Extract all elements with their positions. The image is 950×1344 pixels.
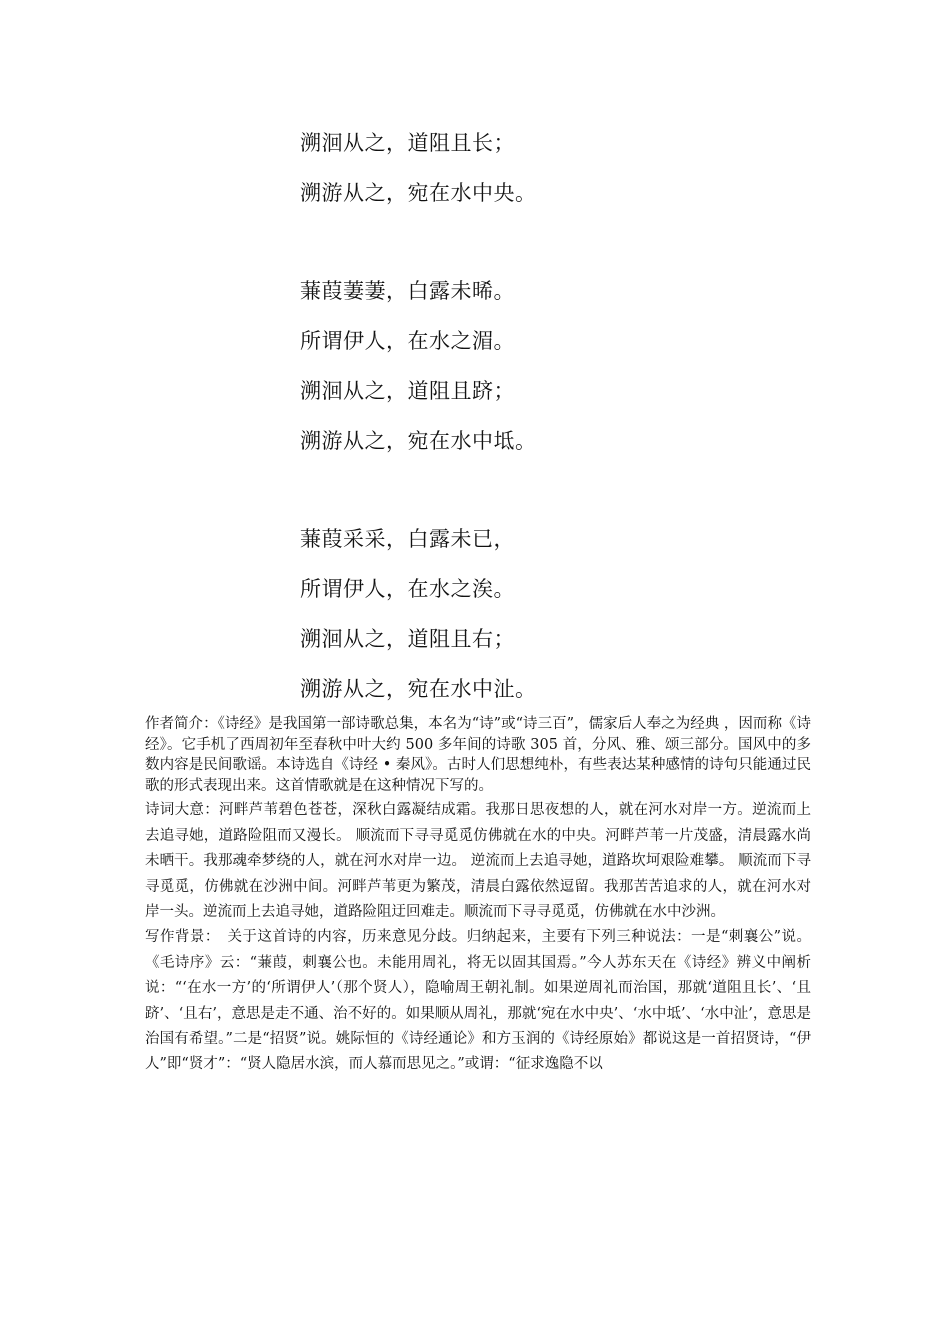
poem-line: 溯游从之，宛在水中坻。 [300, 429, 537, 453]
poem-line: 所谓伊人，在水之湄。 [300, 329, 515, 353]
poem-line: 溯洄从之，道阻且跻； [300, 379, 515, 403]
poem-line: 所谓伊人，在水之涘。 [300, 577, 515, 601]
poem-line: 溯洄从之，道阻且长； [300, 131, 515, 155]
poem-line: 蒹葭采采，白露未已， [300, 527, 515, 551]
poem-meaning-paragraph: 诗词大意：河畔芦苇碧色苍苍，深秋白露凝结成霜。我那日思夜想的人，就在河水对岸一方。逆流而上去追寻她，道路险阻而又漫长。 顺流而下寻寻觅觅仿佛就在水的中央。河畔芦苇一片茂盛，清晨露水尚未晒干。我那魂牵梦绕的人，就在河水对岸一边。 逆流而上去追寻她，道路坎坷艰险难攀。 顺流而下寻寻觅觅，仿佛就在沙洲中间。河畔芦苇更为繁茂，清晨白露依然逗留。我那苦苦追求的人，就在河水对岸一头。逆流而上去追寻她，道路险阻迂回难走。顺流而下寻寻觅觅，仿佛就在水中沙洲。 [145, 802, 811, 920]
stanza-gap [300, 218, 720, 266]
poem-stanza-3 [300, 514, 720, 714]
poem-line: 蒹葭萋萋，白露未晞。 [300, 279, 515, 303]
poem-stanza-2 [300, 266, 720, 466]
stanza-gap [300, 466, 720, 514]
prose-section [145, 714, 811, 1078]
writing-background-paragraph: 写作背景： 关于这首诗的内容，历来意见分歧。归纳起来，主要有下列三种说法：一是“刺襄公”说。《毛诗序》云：“蒹葭，刺襄公也。未能用周礼，将无以固其国焉。”今人苏东天在《诗经》辨义中阐析说：“‘在水一方’的‘所谓伊人’（那个贤人），隐喻周王朝礼制。如果逆周礼而治国，那就‘道阻且长’、‘且跻’、‘且右’，意思是走不通、治不好的。如果顺从周礼，那就‘宛在水中央’、‘水中坻’、‘水中沚’，意思是治国有希望。”二是“招贤”说。姚际恒的《诗经通论》和方玉润的《诗经原始》都说这是一首招贤诗，“伊人”即“贤才”：“贤人隐居水滨，而人慕而思见之。”或谓：“征求逸隐不以 [145, 929, 811, 1073]
author-intro-paragraph: 作者简介：《诗经》是我国第一部诗歌总集，本名为“诗”或“诗三百”，儒家后人奉之为经典 ，因而称《诗经》。它手机了西周初年至春秋中叶大约 500 多年间的诗歌 305 首，分风、雅、颂三部分。国风中的多数内容是民间歌谣。本诗选自《诗经 • 秦风》。古时人们思想纯朴，有些表达某种感情的诗句只能通过民歌的形式表现出来。这首情歌就是在这种情况下写的。 [145, 716, 811, 794]
poem-line: 溯游从之，宛在水中沚。 [300, 677, 537, 701]
poem-stanza-1 [300, 118, 720, 218]
poem-line: 溯游从之，宛在水中央。 [300, 181, 537, 205]
poem [300, 118, 720, 714]
poem-line: 溯洄从之，道阻且右； [300, 627, 515, 651]
